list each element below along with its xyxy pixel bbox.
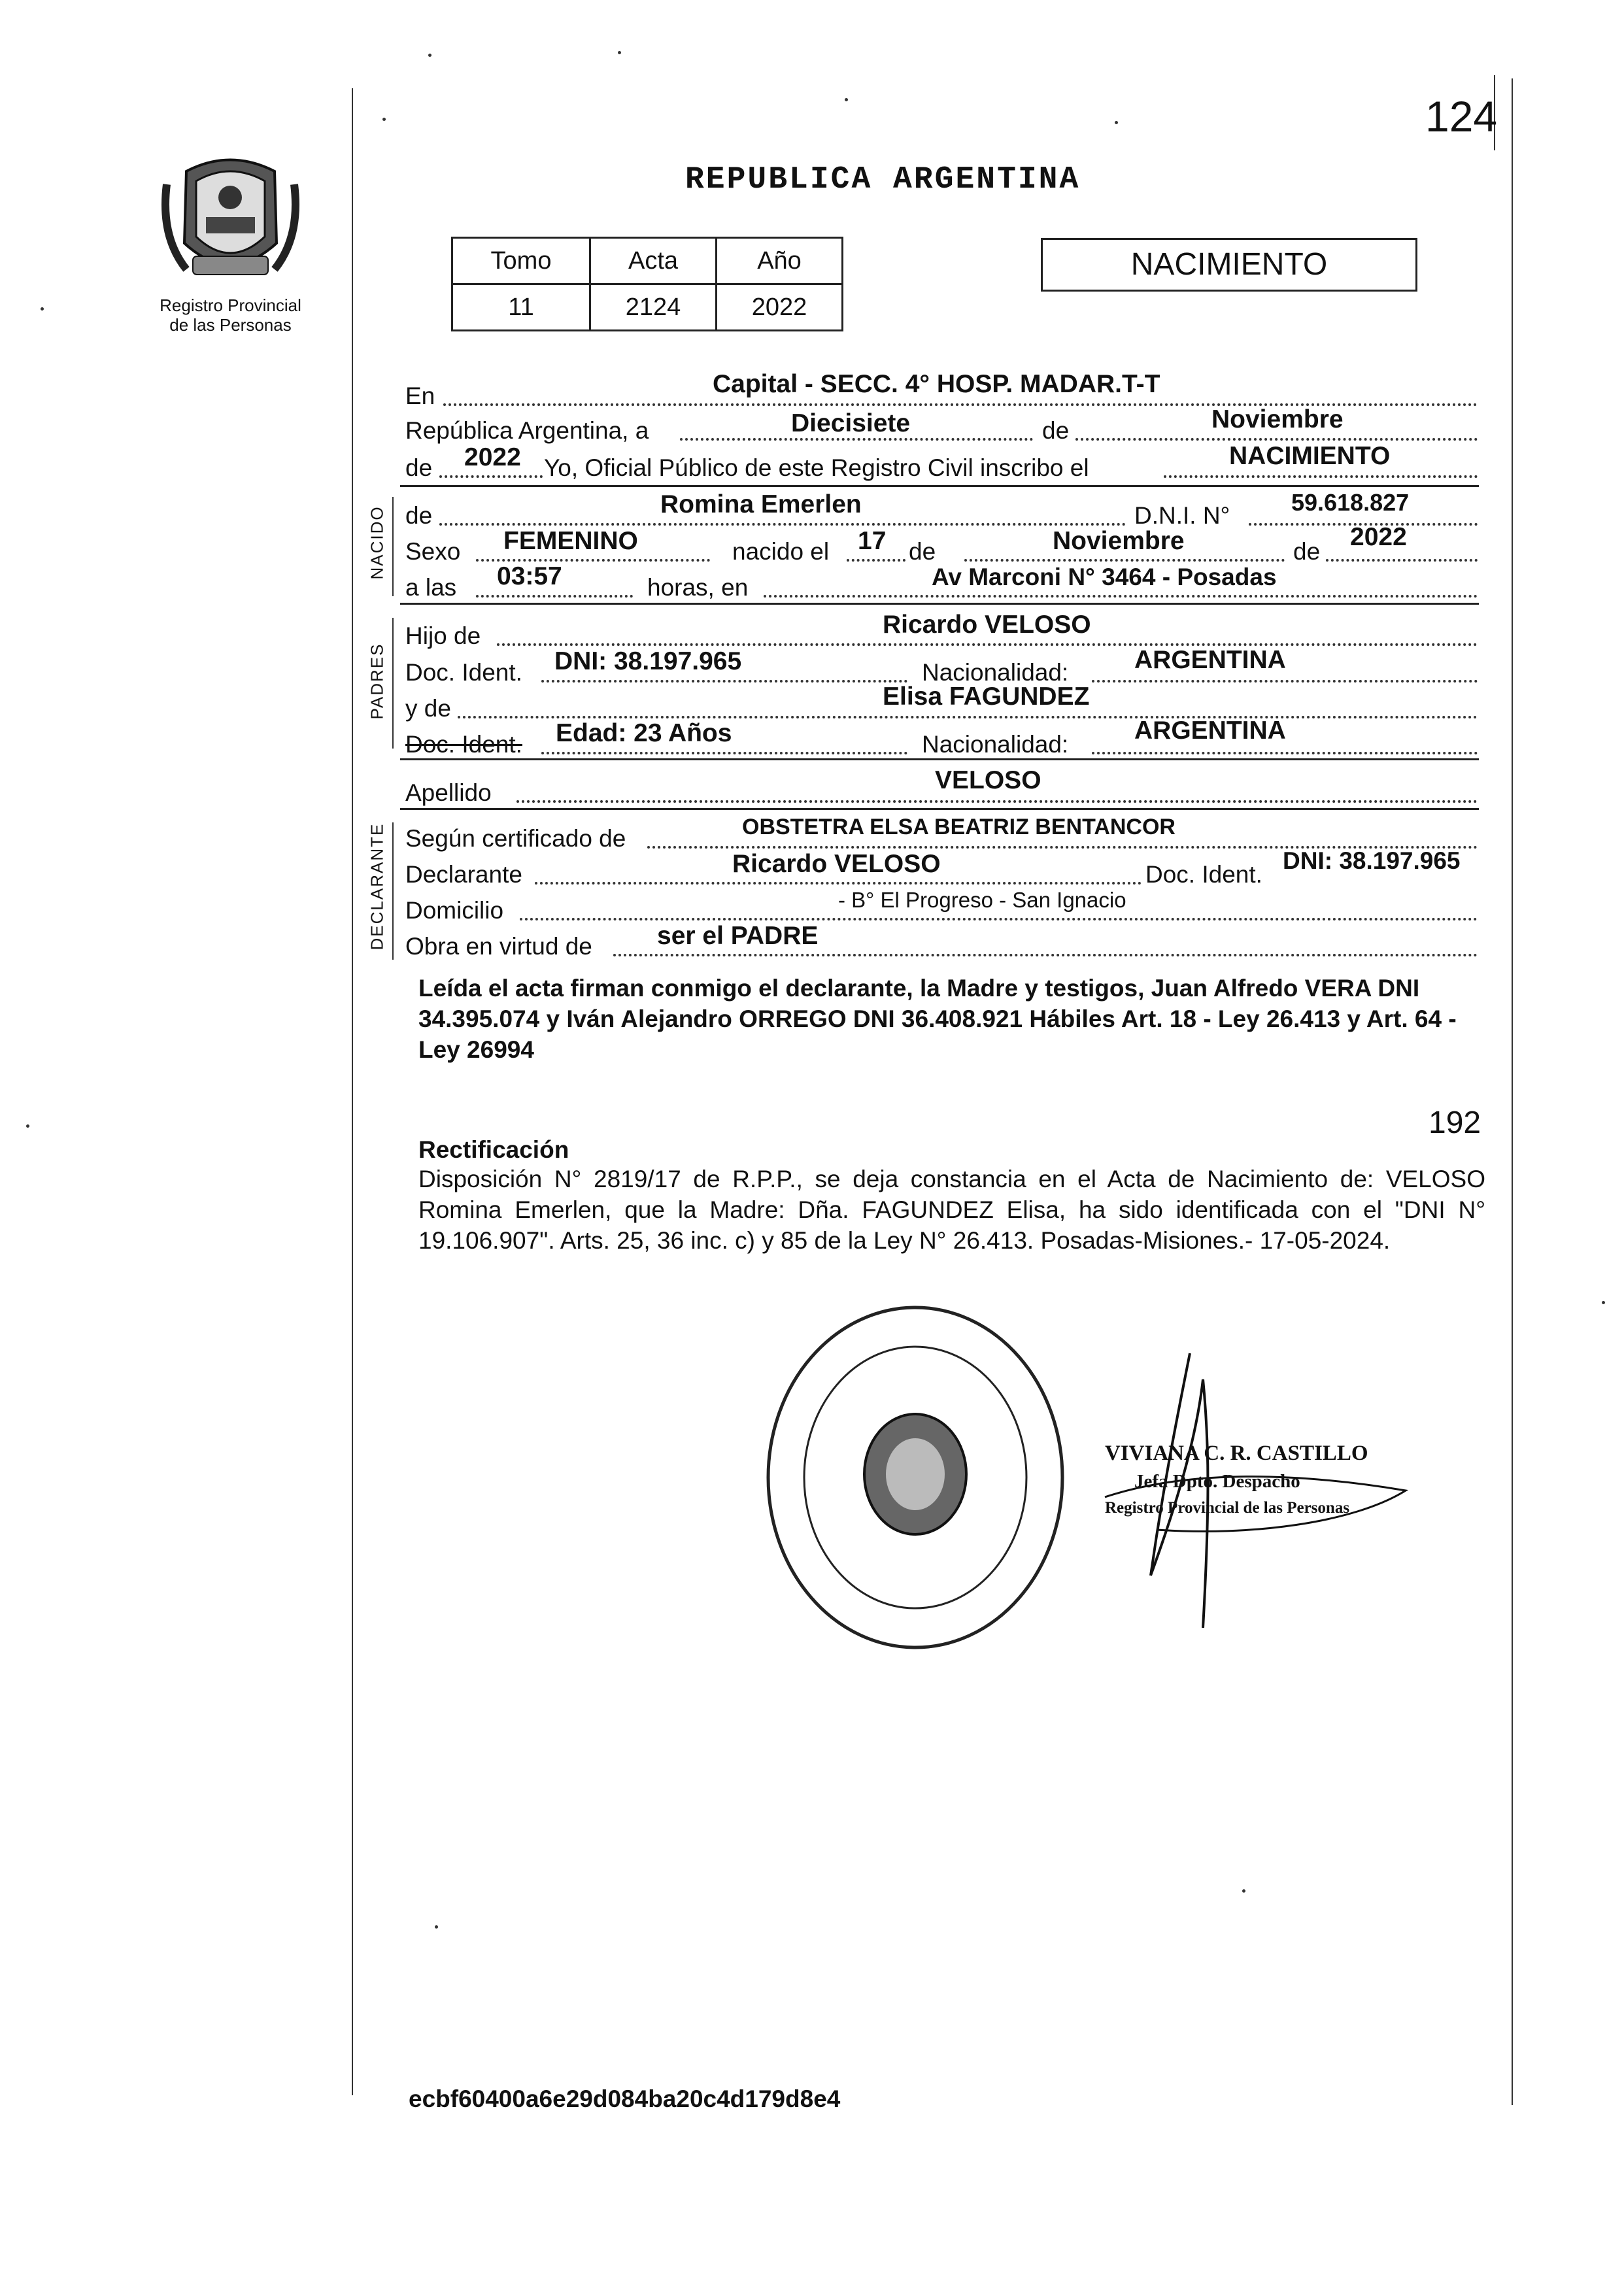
tomo-header: Tomo	[452, 238, 590, 284]
certificado-value: OBSTETRA ELSA BEATRIZ BENTANCOR	[742, 815, 1176, 839]
en-value: Capital - SECC. 4° HOSP. MADAR.T-T	[713, 370, 1160, 398]
right-margin-line	[1512, 78, 1513, 2105]
speck	[1242, 1889, 1245, 1893]
sexo-value: FEMENINO	[503, 527, 638, 555]
sexo-label: Sexo	[405, 538, 461, 565]
nacionalidad-padre-label: Nacionalidad:	[922, 659, 1069, 686]
section-label-declarante: DECLARANTE	[367, 822, 387, 951]
signatory-role: Jefa Dpto. Despacho	[1134, 1471, 1300, 1492]
lugar-value: Av Marconi N° 3464 - Posadas	[932, 564, 1277, 590]
declarante-doc-value: DNI: 38.197.965	[1283, 847, 1461, 874]
domicilio-dots	[520, 918, 1478, 920]
rectification-text: Disposición N° 2819/17 de R.P.P., se deja constancia en el Acta de Nacimiento de: VELOSO Romina Emerlen, que la Madre: Dña. FAGUNDEZ Elisa, ha sido identificada con el "DNI N° 19.106.907". Arts. 25, 36 inc. c) y 85 de la Ley N° 26.413. Posadas-Misiones.- 17-05-2024.	[418, 1166, 1485, 1254]
apellido-value: VELOSO	[935, 766, 1041, 794]
section-label-nacido: NACIDO	[367, 505, 387, 580]
act-type-box: NACIMIENTO	[1041, 238, 1417, 292]
page-number: 124	[1425, 92, 1498, 141]
tipo-dots	[1164, 475, 1478, 478]
signing-statement: Leída el acta firman conmigo el declarante, la Madre y testigos, Juan Alfredo VERA DNI 34.395.074 y Iván Alejandro ORREGO DNI 36.408.921 Hábiles Art. 18 - Ley 26.413 y Art. 64 - Ley 26994	[418, 975, 1457, 1063]
logo-caption-line1: Registro Provincial	[160, 295, 301, 315]
nombre-value: Romina Emerlen	[660, 490, 862, 518]
hijo-dots	[497, 643, 1478, 646]
padres-bottom-rule	[400, 758, 1479, 760]
anio-header: Año	[717, 238, 843, 284]
doc-madre-dots	[541, 752, 907, 754]
doc-madre-value: Edad: 23 Años	[556, 719, 732, 747]
nacido-dia-value: 17	[858, 527, 887, 555]
declarante-doc-label: Doc. Ident.	[1145, 861, 1262, 888]
speck	[428, 54, 431, 57]
logo-caption-line2: de las Personas	[169, 315, 292, 335]
apellido-dots	[516, 800, 1478, 803]
dia-value: Diecisiete	[791, 409, 911, 437]
nacido-bottom-rule	[400, 603, 1479, 605]
speck	[382, 118, 386, 121]
obra-label: Obra en virtud de	[405, 933, 592, 960]
hijo-label: Hijo de	[405, 622, 481, 649]
province-seal-logo	[160, 145, 301, 289]
nacionalidad-padre-dots	[1092, 680, 1478, 683]
certificado-label: Según certificado de	[405, 825, 626, 852]
padres-bracket	[392, 618, 394, 749]
nacido-de2-label: de	[1293, 538, 1321, 565]
declarante-dots	[535, 882, 1142, 885]
nacido-mes-value: Noviembre	[1053, 527, 1185, 555]
declarante-bracket	[392, 822, 394, 960]
madre-dots	[458, 716, 1478, 718]
doc-padre-dots	[541, 680, 907, 683]
signatory-name: VIVIANA C. R. CASTILLO	[1105, 1442, 1368, 1465]
obra-dots	[613, 954, 1478, 956]
dni-value: 59.618.827	[1291, 489, 1410, 516]
hora-dots	[476, 595, 633, 598]
nacido-anio-value: 2022	[1350, 523, 1407, 551]
speck	[1115, 121, 1118, 124]
misiones-seal-icon	[160, 145, 301, 289]
left-margin-line	[352, 88, 353, 2095]
speck	[618, 51, 621, 54]
mes-dots	[1075, 438, 1478, 441]
lugar-dots	[764, 595, 1478, 598]
register-table	[451, 237, 843, 331]
document-hash: ecbf60400a6e29d084ba20c4d179d8e4	[409, 2085, 841, 2112]
nacido-mes-dots	[964, 559, 1285, 562]
hora-label: a las	[405, 574, 457, 601]
nombre-label: de	[405, 502, 433, 529]
nacido-dia-dots	[847, 559, 905, 562]
padre-value: Ricardo VELOSO	[883, 611, 1091, 639]
official-oval-stamp	[758, 1301, 1072, 1654]
mes-value: Noviembre	[1211, 405, 1344, 433]
nacido-anio-dots	[1326, 559, 1478, 562]
tipo-value: NACIMIENTO	[1229, 442, 1391, 470]
nacionalidad-madre-value: ARGENTINA	[1134, 717, 1286, 745]
speck	[41, 307, 44, 311]
nacido-de-label: de	[909, 538, 936, 565]
nacionalidad-madre-dots	[1092, 752, 1478, 754]
anio-value: 2022	[464, 443, 521, 471]
rectification-title: Rectificación	[418, 1136, 569, 1163]
speck	[26, 1124, 29, 1128]
nacido-bracket	[392, 497, 394, 596]
speck	[435, 1925, 438, 1929]
apellido-bottom-rule	[400, 808, 1479, 810]
nacionalidad-madre-label: Nacionalidad:	[922, 731, 1069, 758]
horas-en-label: horas, en	[647, 574, 749, 601]
sexo-dots	[476, 559, 710, 562]
declarante-label: Declarante	[405, 861, 522, 888]
doc-madre-label: Doc. Ident.	[405, 731, 522, 758]
tomo-value: 11	[452, 284, 590, 331]
speck	[845, 98, 848, 101]
anio-value: 2022	[717, 284, 843, 331]
doc-padre-label: Doc. Ident.	[405, 659, 522, 686]
en-label: En	[405, 382, 435, 409]
oficial-text: Yo, Oficial Público de este Registro Civil inscribo el	[544, 454, 1089, 481]
acta-header: Acta	[590, 238, 717, 284]
domicilio-value: - B° El Progreso - San Ignacio	[838, 888, 1126, 912]
nacionalidad-padre-value: ARGENTINA	[1134, 646, 1286, 674]
nacido-top-rule	[400, 485, 1479, 487]
dni-label: D.N.I. N°	[1134, 502, 1230, 529]
signatory-office: Registro Provincial de las Personas	[1105, 1499, 1350, 1517]
hora-value: 03:57	[497, 562, 562, 590]
y-de-label: y de	[405, 695, 451, 722]
speck	[1602, 1301, 1605, 1304]
rectification-number: 192	[1429, 1105, 1481, 1140]
anio-label: de	[405, 454, 433, 481]
section-label-padres: PADRES	[367, 643, 387, 720]
nombre-dots	[439, 523, 1126, 526]
nacido-el-label: nacido el	[732, 538, 830, 565]
registry-stamp-icon	[758, 1301, 1072, 1654]
apellido-label: Apellido	[405, 779, 492, 806]
acta-value: 2124	[590, 284, 717, 331]
anio-dots	[439, 475, 543, 478]
doc-padre-value: DNI: 38.197.965	[554, 647, 742, 675]
republica-dots	[680, 438, 1033, 441]
obra-value: ser el PADRE	[657, 922, 819, 950]
republica-label: República Argentina, a	[405, 417, 649, 444]
document-heading: REPUBLICA ARGENTINA	[685, 162, 1081, 197]
declarante-value: Ricardo VELOSO	[732, 850, 941, 878]
madre-value: Elisa FAGUNDEZ	[883, 683, 1090, 711]
domicilio-label: Domicilio	[405, 897, 504, 924]
republica-de-label: de	[1042, 417, 1070, 444]
